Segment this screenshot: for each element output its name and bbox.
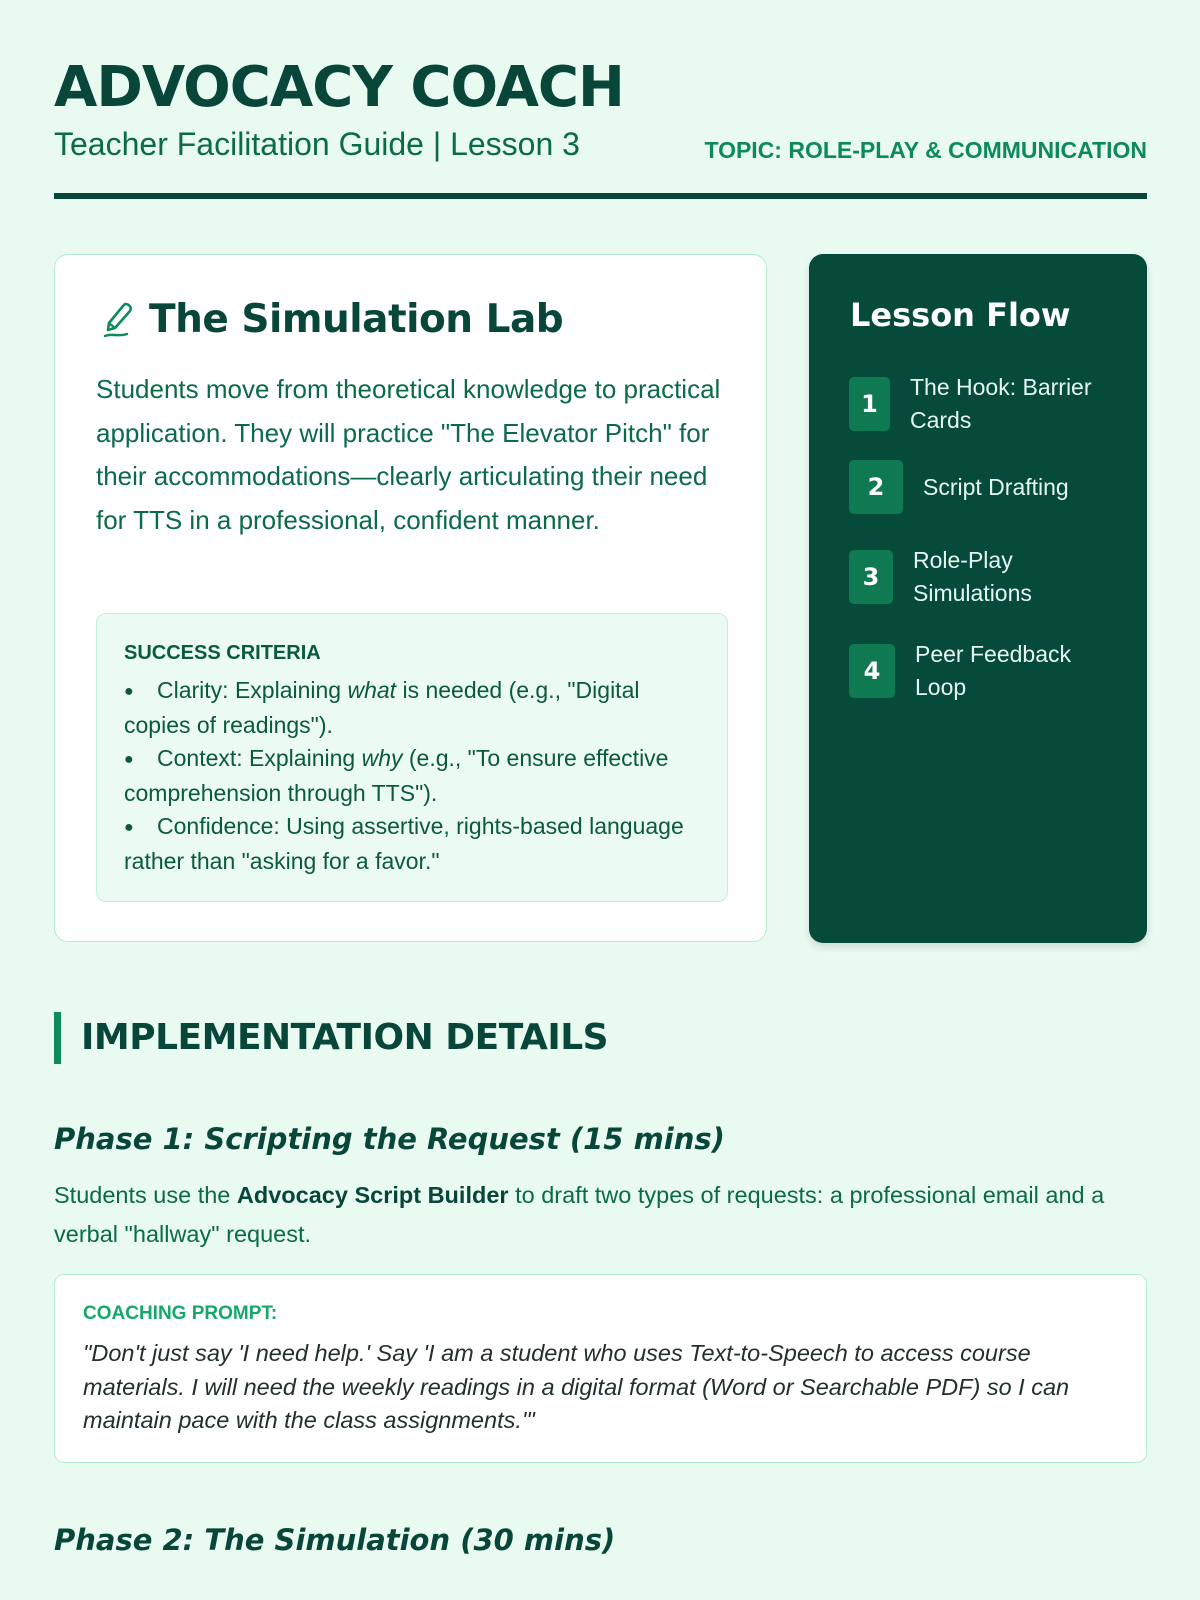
lesson-flow-step-4 — [849, 638, 1095, 704]
coaching-prompt-box — [54, 1274, 1147, 1463]
script-builder-name: Advocacy Script Builder — [236, 1182, 509, 1208]
lesson-flow-step-2 — [849, 460, 1133, 514]
list-item: ● Confidence: Using assertive, rights-based language rather than "asking for a favor." — [124, 813, 684, 874]
step-number: 2 — [849, 460, 903, 514]
success-criteria-list — [124, 674, 701, 878]
coaching-prompt-label: COACHING PROMPT: — [83, 1303, 278, 1324]
step-label: The Hook: Barrier Cards — [910, 374, 1092, 433]
step-number: 1 — [849, 377, 890, 431]
list-item: ● Clarity: Explaining what is needed (e.g., "Digital copies of readings"). — [124, 677, 640, 738]
page-title: ADVOCACY COACH — [54, 55, 624, 120]
page-subtitle: Teacher Facilitation Guide | Lesson 3 — [54, 126, 580, 162]
topic-label: TOPIC: ROLE-PLAY & COMMUNICATION — [704, 137, 1147, 163]
coaching-prompt-text: "Don't just say 'I need help.' Say 'I am a student who uses Text-to-Speech to access course materials. I will need the weekly readings in a digital format (Word or Searchable PDF) so I can maintain pace with the class assignments.'" — [83, 1340, 1070, 1433]
lesson-flow-title: Lesson Flow — [850, 296, 1071, 334]
simulation-lab-header — [99, 297, 563, 342]
lesson-flow-step-1 — [849, 371, 1120, 437]
step-number: 3 — [849, 550, 893, 604]
step-label: Script Drafting — [923, 473, 1069, 500]
step-number: 4 — [849, 644, 895, 698]
pen-icon — [99, 300, 135, 340]
success-criteria-heading: SUCCESS CRITERIA — [124, 642, 321, 664]
phase-2-title: Phase 2: The Simulation (30 mins) — [54, 1523, 616, 1557]
phase-1-title: Phase 1: Scripting the Request (15 mins) — [54, 1122, 725, 1156]
step-label: Role-Play Simulations — [913, 547, 1032, 606]
step-label: Peer Feedback Loop — [915, 641, 1071, 700]
header-divider — [54, 193, 1147, 199]
lesson-flow-step-3 — [849, 544, 1083, 610]
simulation-lab-description: Students move from theoretical knowledge to practical application. They will practice "The Elevator Pitch" for their accommodations—clearly articulating their need for TTS in a professional, confident manner. — [96, 374, 721, 535]
simulation-lab-card — [54, 254, 767, 942]
phase-1-description: Students use the Advocacy Script Builder to draft two types of requests: a professional email and a verbal "hallway" request. — [54, 1182, 1105, 1247]
simulation-lab-title: The Simulation Lab — [149, 297, 564, 342]
success-criteria-box — [96, 613, 728, 902]
list-item: ● Context: Explaining why (e.g., "To ensure effective comprehension through TTS"). — [124, 745, 669, 806]
implementation-heading: IMPLEMENTATION DETAILS — [54, 1012, 608, 1064]
lesson-flow-panel — [809, 254, 1147, 943]
